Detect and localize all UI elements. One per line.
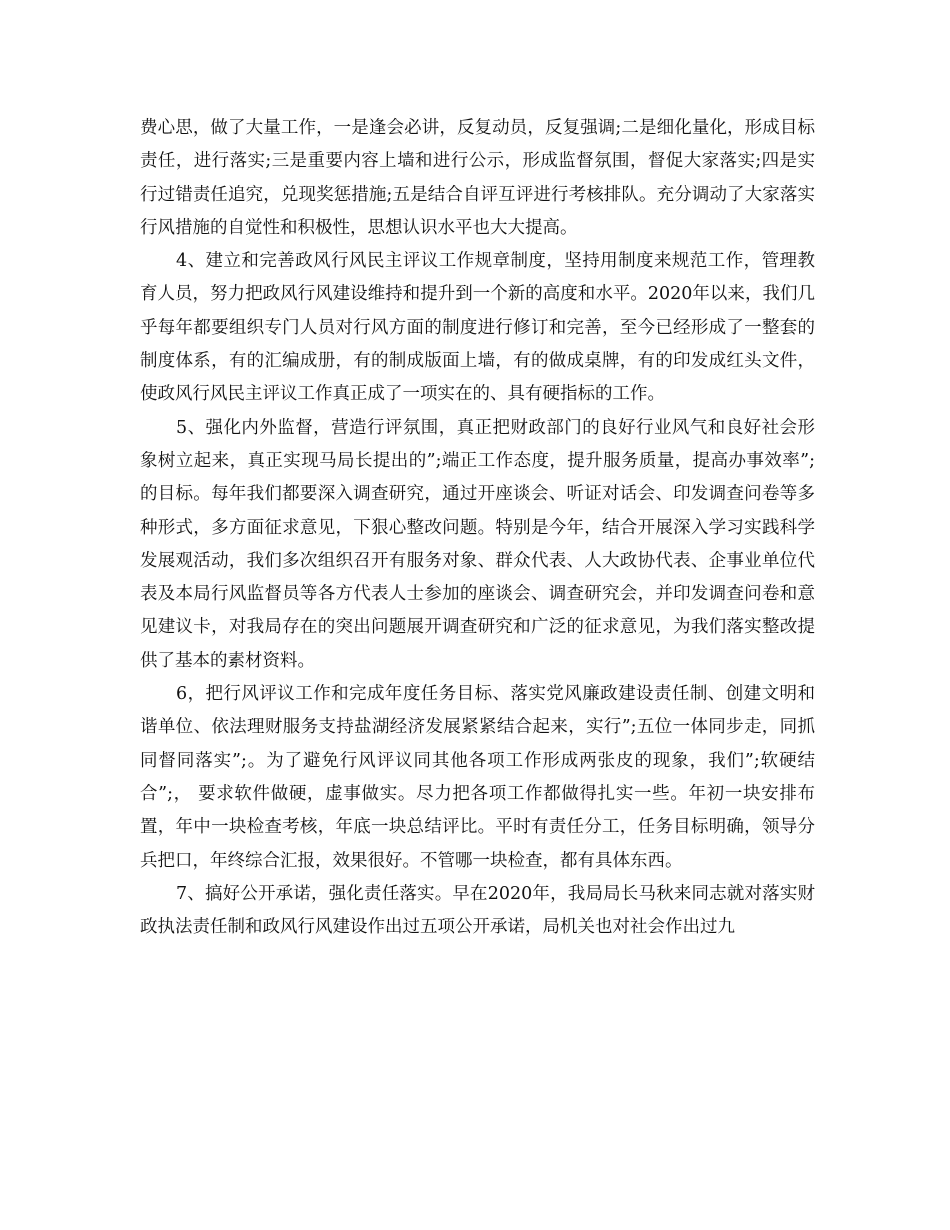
document-body [140, 112, 815, 944]
paragraph-item-6: 6，把行风评议工作和完成年度任务目标、落实党风廉政建设责任制、创建文明和谐单位、依法理财服务支持盐湖经济发展紧紧结合起来，实行”;五位一体同步走，同抓同督同落实”;。为了避免行风评议同其他各项工作形成两张皮的现象，我们”;软硬结合”;， 要求软件做硬，虚事做实。尽力把各项工作都做得扎实一些。年初一块安排布置，年中一块检查考核，年底一块总结评比。平时有责任分工，任务目标明确，领导分兵把口，年终综合汇报，效果很好。不管哪一块检查，都有具体东西。 [140, 684, 815, 871]
paragraph-continuation: 费心思，做了大量工作，一是逢会必讲，反复动员，反复强调;二是细化量化，形成目标责任，进行落实;三是重要内容上墙和进行公示，形成监督氛围，督促大家落实;四是实行过错责任追究，兑现奖惩措施;五是结合自评互评进行考核排队。充分调动了大家落实行风措施的自觉性和积极性，思想认识水平也大大提高。 [140, 118, 815, 238]
paragraph-item-5: 5、强化内外监督，营造行评氛围，真正把财政部门的良好行业风气和良好社会形象树立起来，真正实现马局长提出的”;端正工作态度，提升服务质量，提高办事效率”;的目标。每年我们都要深入调查研究，通过开座谈会、听证对话会、印发调查问卷等多种形式，多方面征求意见，下狠心整改问题。特别是今年，结合开展深入学习实践科学发展观活动，我们多次组织召开有服务对象、群众代表、人大政协代表、企事业单位代表及本局行风监督员等各方代表人士参加的座谈会、调查研究会，并印发调查问卷和意见建议卡，对我局存在的突出问题展开调查研究和广泛的征求意见，为我们落实整改提供了基本的素材资料。 [140, 417, 815, 671]
paragraph-item-4: 4、建立和完善政风行风民主评议工作规章制度，坚持用制度来规范工作，管理教育人员，努力把政风行风建设维持和提升到一个新的高度和水平。2020年以来，我们几乎每年都要组织专门人员对行风方面的制度进行修订和完善，至今已经形成了一整套的制度体系，有的汇编成册，有的制成版面上墙，有的做成桌牌，有的印发成红头文件，使政风行风民主评议工作真正成了一项实在的、具有硬指标的工作。 [140, 251, 815, 405]
paragraph-item-7: 7、搞好公开承诺，强化责任落实。早在2020年，我局局长马秋来同志就对落实财政执法责任制和政风行风建设作出过五项公开承诺，局机关也对社会作出过九 [140, 883, 815, 938]
